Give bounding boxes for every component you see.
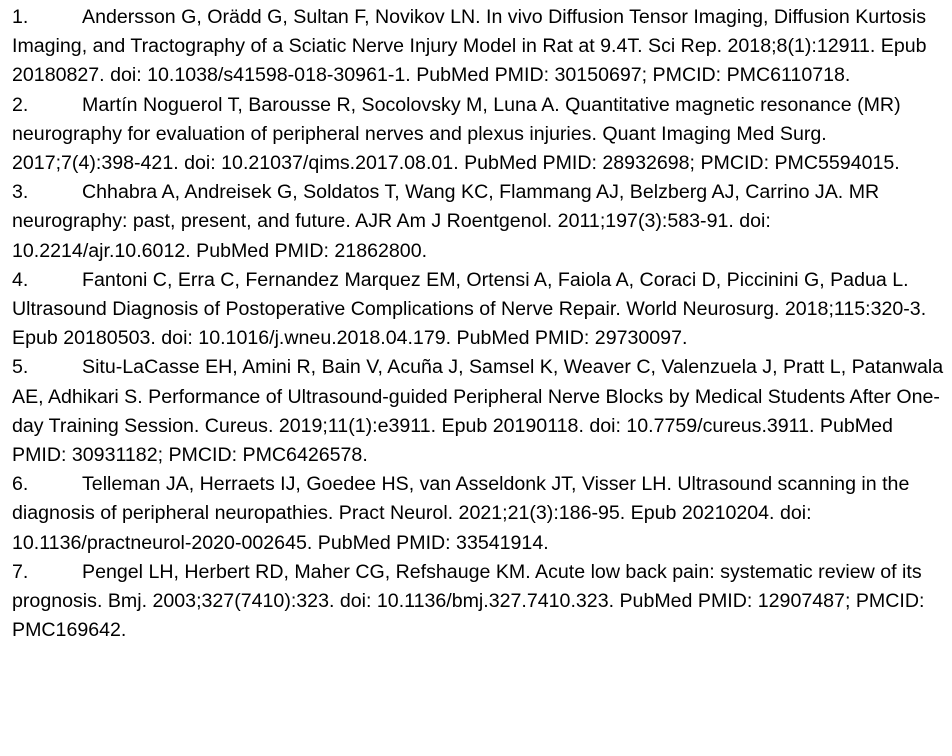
- reference-number: 7.: [12, 560, 29, 583]
- reference-text: Situ-LaCasse EH, Amini R, Bain V, Acuña J, Samsel K, Weaver C, Valenzuela J, Pratt L, Patanwala AE, Adhikari S. Performance of Ultrasound-guided Peripheral Nerve Blocks by Medical Students After One-day Training Session. Cureus. 2019;11(1):e3911. Epub 20190118. doi: 10.7759/cureus.3911. PubMed PMID: 30931182; PMCID: PMC6426578.: [12, 356, 944, 467]
- reference-item-4: [12, 266, 946, 354]
- reference-number: 4.: [12, 268, 29, 291]
- reference-number: 1.: [12, 6, 29, 28]
- reference-item-6: [12, 470, 946, 558]
- reference-number: 6.: [12, 473, 29, 496]
- reference-number: 2.: [12, 93, 29, 116]
- reference-item-3: [12, 178, 946, 266]
- reference-text: Martín Noguerol T, Barousse R, Socolovsky M, Luna A. Quantitative magnetic resonance (MR) neurography for evaluation of peripheral nerves and plexus injuries. Quant Imaging Med Surg. 2017;7(4):398-421. doi: 10.21037/qims.2017.08.01. PubMed PMID: 28932698; PMCID: PMC5594015.: [12, 93, 901, 175]
- reference-number: 3.: [12, 181, 29, 204]
- reference-number: 5.: [12, 356, 29, 379]
- reference-text: Telleman JA, Herraets IJ, Goedee HS, van Asseldonk JT, Visser LH. Ultrasound scanning in the diagnosis of peripheral neuropathies. Pract Neurol. 2021;21(3):186-95. Epub 20210204. doi: 10.1136/practneurol-2020-002645. PubMed PMID: 33541914.: [12, 473, 910, 554]
- reference-text: Pengel LH, Herbert RD, Maher CG, Refshauge KM. Acute low back pain: systematic review of its prognosis. Bmj. 2003;327(7410):323. doi: 10.1136/bmj.327.7410.323. PubMed PMID: 12907487; PMCID: PMC169642.: [12, 560, 925, 642]
- reference-text: Andersson G, Orädd G, Sultan F, Novikov LN. In vivo Diffusion Tensor Imaging, Diffusion Kurtosis Imaging, and Tractography of a Sciatic Nerve Injury Model in Rat at 9.4T. Sci Rep. 2018;8(1):12911. Epub 20180827. doi: 10.1038/s41598-018-30961-1. PubMed PMID: 30150697; PMCID: PMC6110718.: [12, 6, 927, 87]
- reference-list: [12, 3, 946, 645]
- reference-text: Chhabra A, Andreisek G, Soldatos T, Wang KC, Flammang AJ, Belzberg AJ, Carrino JA. MR neurography: past, present, and future. AJR Am J Roentgenol. 2011;197(3):583-91. doi: 10.2214/ajr.10.6012. PubMed PMID: 21862800.: [12, 181, 880, 262]
- reference-item-2: [12, 91, 946, 179]
- reference-item-1: [12, 3, 946, 91]
- reference-text: Fantoni C, Erra C, Fernandez Marquez EM, Ortensi A, Faiola A, Coraci D, Piccinini G, Padua L. Ultrasound Diagnosis of Postoperative Complications of Nerve Repair. World Neurosurg. 2018;115:320-3. Epub 20180503. doi: 10.1016/j.wneu.2018.04.179. PubMed PMID: 29730097.: [12, 268, 927, 350]
- reference-item-7: [12, 558, 946, 646]
- reference-item-5: [12, 353, 946, 470]
